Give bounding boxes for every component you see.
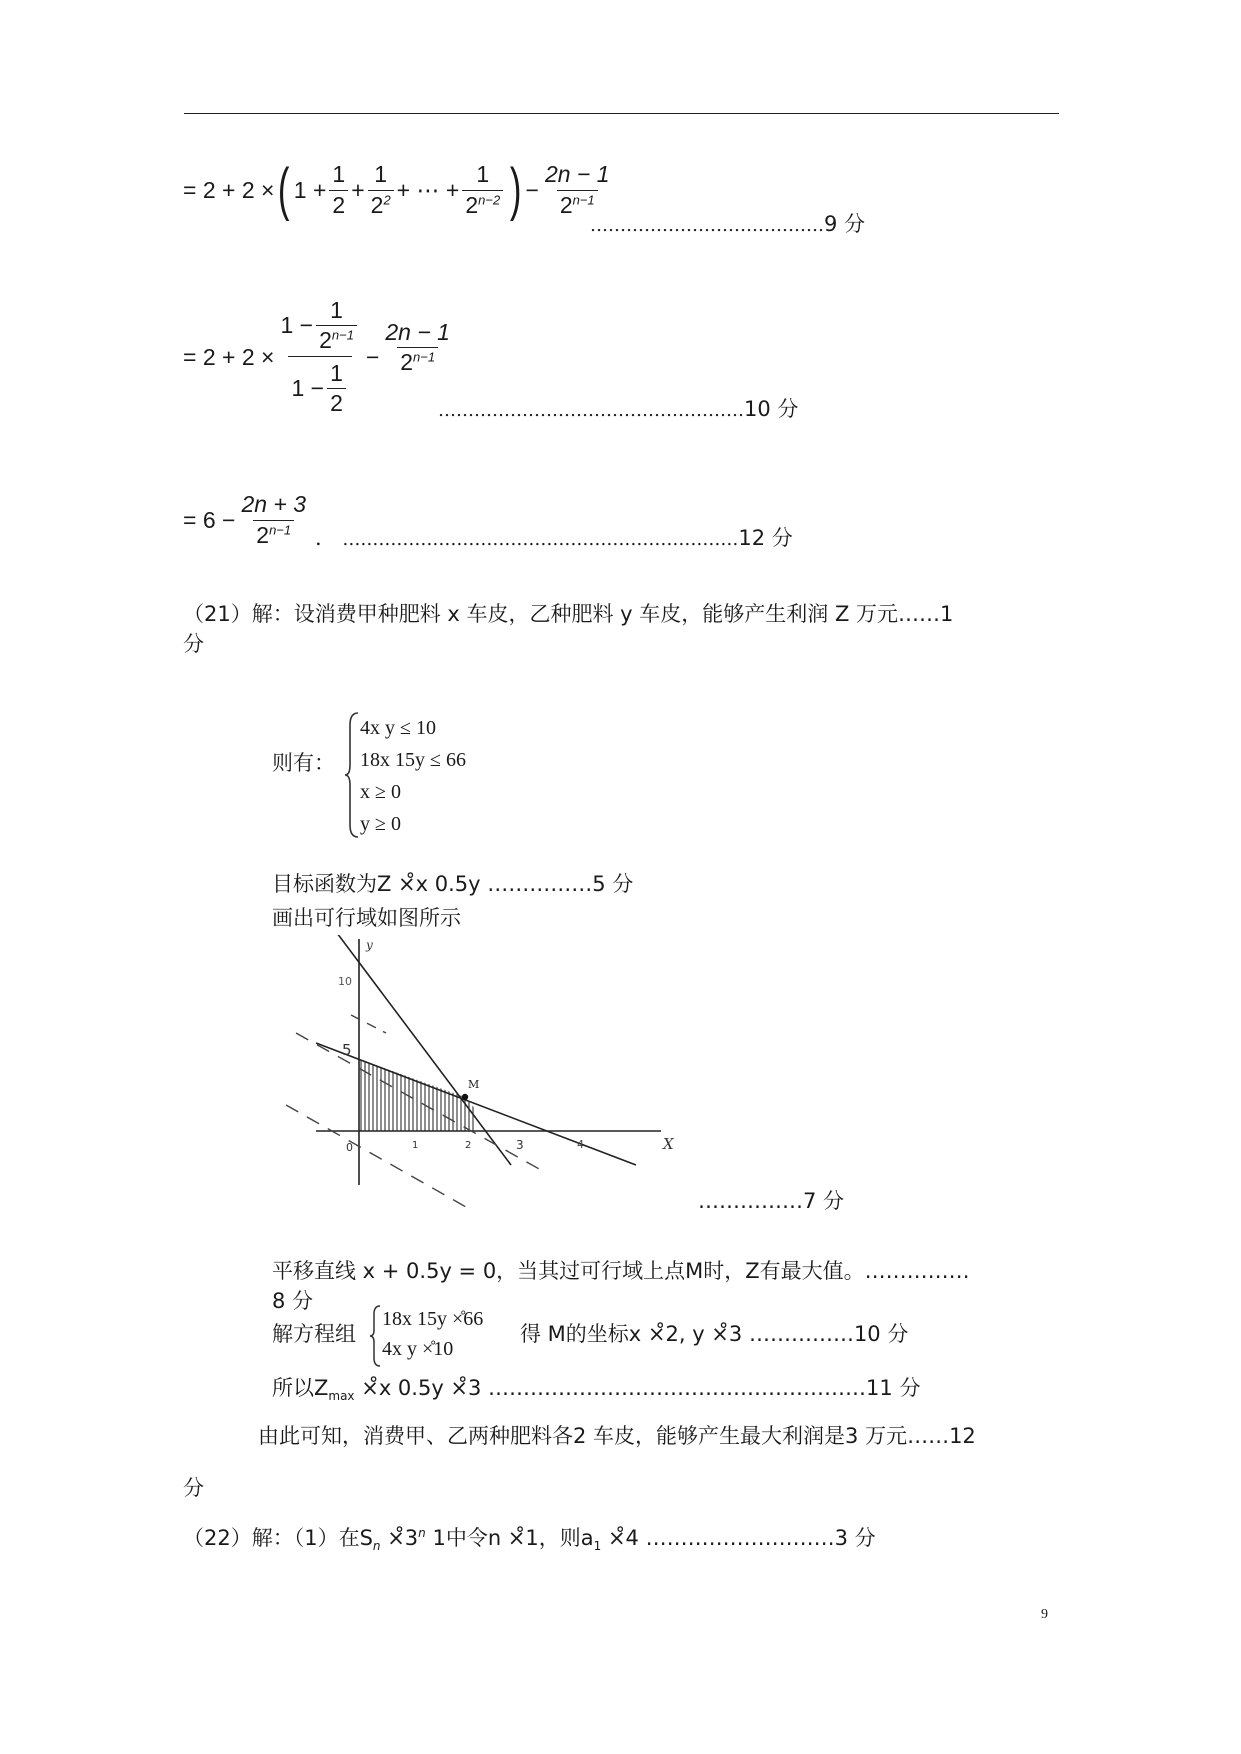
eq1-plus-2: + ⋯ + bbox=[396, 176, 460, 203]
eq3-score-line bbox=[315, 522, 793, 552]
eq1-frac-4-exp: n−1 bbox=[572, 191, 595, 207]
solve-brace bbox=[369, 1304, 381, 1368]
constraint-4: y ≥ 0 bbox=[360, 813, 401, 835]
eq2-den-frac bbox=[327, 361, 346, 417]
eq3-frac-num: 2n + 3 bbox=[241, 491, 307, 518]
eq2-num-frac bbox=[316, 298, 357, 354]
q22-sup-n: n bbox=[418, 1526, 426, 1540]
equation-line-2 bbox=[183, 292, 456, 422]
graph-label-4: 4 bbox=[577, 1138, 584, 1151]
q22-sub-1: 1 bbox=[593, 1539, 602, 1554]
eq3-score: 12 分 bbox=[738, 526, 793, 550]
eq2-main-den bbox=[288, 356, 351, 417]
solve-eq-1: 18x 15y ×̊66 bbox=[382, 1308, 484, 1330]
eq2-frac-4-base: 2 bbox=[400, 349, 414, 376]
eq2-score: 10 分 bbox=[744, 397, 799, 421]
so-label: 所以Z bbox=[272, 1376, 329, 1400]
q21-translate-line-2: 8 分 bbox=[272, 1289, 314, 1313]
eq1-score-line bbox=[590, 208, 865, 238]
eq2-den-a: 1 − bbox=[291, 374, 325, 401]
so-sub: max bbox=[328, 1389, 355, 1404]
eq2-num-frac-num: 1 bbox=[330, 296, 343, 323]
constraint-3: x ≥ 0 bbox=[360, 781, 401, 803]
graph-label-2: 2 bbox=[465, 1140, 472, 1151]
q21-then-have: 则有： bbox=[272, 751, 335, 775]
q21-draw-region: 画出可行域如图所示 bbox=[272, 906, 461, 930]
feasible-region-graph bbox=[276, 935, 686, 1207]
eq1-lhs: = 2 + 2 × bbox=[183, 176, 275, 203]
equation-line-1 bbox=[183, 150, 616, 230]
eq2-num-a: 1 − bbox=[280, 312, 314, 339]
eq3-period: . bbox=[315, 526, 322, 550]
eq1-frac-2-num: 1 bbox=[374, 161, 388, 188]
graph-label-0: 0 bbox=[346, 1141, 353, 1154]
solve-system bbox=[382, 1304, 483, 1364]
eq1-frac-4-base: 2 bbox=[559, 191, 573, 218]
eq1-frac-3-base: 2 bbox=[465, 191, 479, 218]
eq3-frac-base: 2 bbox=[256, 521, 270, 548]
eq2-dots: …………………………………………… bbox=[438, 400, 744, 421]
graph-label-x: X bbox=[663, 1135, 674, 1153]
q22-line-1 bbox=[183, 1522, 876, 1553]
eq2-frac-4-exp: n−1 bbox=[413, 349, 436, 365]
constraint-1: 4x y ≤ 10 bbox=[360, 717, 436, 739]
constraint-2: 18x 15y ≤ 66 bbox=[360, 749, 466, 771]
q22-part-b: ×̊3 bbox=[380, 1526, 419, 1550]
graph-label-3: 3 bbox=[516, 1138, 524, 1152]
so-rest: ×̊x 0.5y ×̊3 ………………………………………………11 分 bbox=[354, 1376, 921, 1400]
eq2-frac-4-den bbox=[397, 347, 438, 375]
equation-line-3 bbox=[183, 480, 312, 560]
eq1-lparen: ( bbox=[278, 157, 290, 222]
eq2-frac-4 bbox=[382, 320, 453, 376]
point-m bbox=[462, 1094, 468, 1100]
eq1-frac-3-num: 1 bbox=[476, 161, 490, 188]
graph-label-m: M bbox=[468, 1078, 480, 1091]
objective-dashed-line-3 bbox=[351, 1015, 386, 1033]
eq2-main-num bbox=[277, 298, 362, 356]
q22-part-d: ×̊4 ………………………3 分 bbox=[601, 1526, 876, 1550]
q21-translate-line-1: 平移直线 x + 0.5y = 0，当其过可行域上点M时，Z有最大值。…………… bbox=[272, 1259, 970, 1283]
q21-conclusion-line-2: 分 bbox=[183, 1476, 204, 1500]
eq2-frac-4-num: 2n − 1 bbox=[385, 319, 450, 345]
eq1-one-plus: 1 + bbox=[293, 176, 327, 203]
eq2-minus: − bbox=[365, 343, 380, 370]
eq2-num-frac-base: 2 bbox=[319, 327, 332, 354]
solve-eq-2: 4x y ×̊10 bbox=[382, 1338, 454, 1360]
eq2-score-line bbox=[438, 393, 798, 423]
eq3-frac-den bbox=[253, 520, 294, 548]
q21-solve-label: 解方程组 bbox=[272, 1322, 356, 1346]
constraints-brace bbox=[344, 711, 360, 839]
eq2-lhs: = 2 + 2 × bbox=[183, 343, 275, 370]
eq1-dots: ………………………………… bbox=[590, 215, 824, 236]
eq2-num-frac-exp: n−1 bbox=[331, 327, 354, 343]
graph-score: ……………7 分 bbox=[698, 1189, 845, 1213]
q21-line-2: 分 bbox=[183, 632, 204, 656]
eq1-plus-1: + bbox=[351, 176, 365, 203]
page-number: 9 bbox=[1041, 1607, 1048, 1622]
eq2-num-frac-den bbox=[316, 325, 357, 353]
eq1-frac-1-den: 2 bbox=[329, 190, 348, 218]
q22-part-c: 1中令n ×̊1，则a bbox=[425, 1526, 594, 1550]
eq1-frac-3-den bbox=[462, 190, 503, 218]
graph-label-y: y bbox=[366, 938, 373, 952]
graph-label-1: 1 bbox=[412, 1140, 419, 1151]
q21-solve-result: 得 M的坐标x ×̊2, y ×̊3 ……………10 分 bbox=[520, 1322, 909, 1346]
q21-line-1: （21）解：设消费甲种肥料 x 车皮，乙种肥料 y 车皮，能够产生利润 Z 万元……1 bbox=[183, 602, 954, 626]
eq3-lhs: = 6 − bbox=[183, 506, 236, 533]
eq3-dots: ………………………………………………………… bbox=[342, 529, 739, 550]
eq2-den-frac-den: 2 bbox=[327, 388, 346, 416]
eq1-frac-1-num: 1 bbox=[332, 161, 346, 188]
eq1-frac-2-den bbox=[368, 190, 394, 218]
graph-label-5: 5 bbox=[342, 1041, 352, 1059]
eq1-frac-2-exp: 2 bbox=[383, 191, 391, 207]
eq3-frac-exp: n−1 bbox=[269, 521, 292, 537]
eq1-frac-4-num: 2n − 1 bbox=[544, 161, 610, 188]
constraints-system bbox=[360, 712, 466, 840]
eq1-frac-3-exp: n−2 bbox=[478, 191, 501, 207]
q21-so-line bbox=[272, 1372, 920, 1403]
eq1-frac-1 bbox=[329, 162, 348, 218]
q21-objective: 目标函数为Z ×̊x 0.5y ……………5 分 bbox=[272, 872, 634, 896]
eq1-frac-3 bbox=[462, 162, 503, 218]
eq1-frac-2 bbox=[368, 162, 394, 218]
eq1-score: 9 分 bbox=[824, 212, 866, 236]
eq2-main-frac bbox=[277, 298, 362, 416]
q22-sub-n: n bbox=[372, 1539, 381, 1554]
header-rule bbox=[184, 113, 1059, 114]
eq1-minus: − bbox=[525, 176, 539, 203]
eq2-den-frac-num: 1 bbox=[330, 359, 343, 386]
graph-label-10: 10 bbox=[338, 975, 352, 988]
q22-part-a: （22）解：（1）在S bbox=[183, 1526, 373, 1550]
eq1-rparen: ) bbox=[510, 157, 522, 222]
q21-conclusion-line-1: 由此可知，消费甲、乙两种肥料各2 车皮，能够产生最大利润是3 万元……12 bbox=[258, 1424, 976, 1448]
eq1-frac-2-base: 2 bbox=[370, 191, 384, 218]
eq3-frac bbox=[238, 492, 309, 548]
